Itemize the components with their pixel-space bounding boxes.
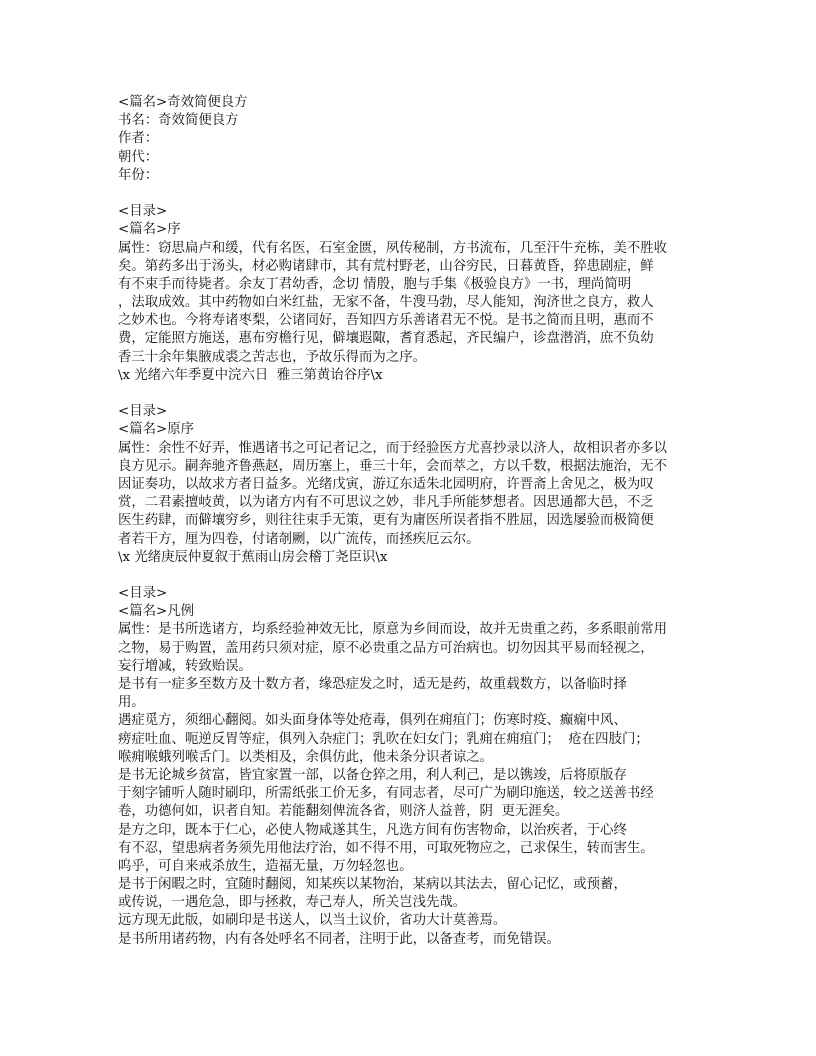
text-line: 属性：是书所选诸方，均系经验神效无比，原意为乡间而设，故并无贵重之药，多系眼前常用: [118, 622, 668, 638]
text-line: 是书有一症多至数方及十数方者，缘恐症发之时，适无是药，故重载数方，以备临时择: [118, 677, 627, 692]
section-general-rules: [118, 585, 704, 949]
header-title: <篇名>奇效简便良方: [118, 95, 248, 110]
toc-label: <目录>: [118, 586, 168, 602]
text-line: 呜乎，可自来戒杀放生，造福无量，万勿轻忽也。: [118, 858, 413, 874]
text-line: 因证奏功，以故求方者日益多。光绪戊寅，游辽东适朱北园明府，许晋斋上舍见之，极为叹: [118, 476, 654, 492]
text-line: 良方见示。嗣奔驰齐鲁燕赵，周历塞上，垂三十年，会而萃之，方以千数，根据法施治，无不: [118, 458, 668, 474]
text-line: 矣。第药多出于汤头，材必购诸肆市，其有荒村野老，山谷穷民，日暮黄昏，猝患剧症，鲜: [118, 258, 654, 274]
text-line: 医生药肆，而僻壤穷乡，则往往束手无策，更有为庸医所误者指不胜屈，因选屡验而极简便: [118, 513, 654, 529]
text-line: 是书无论城乡贫富，皆宜家置一部，以备仓猝之用，利人利己，是以镌竣，后将原版存: [118, 767, 627, 783]
text-line: 有不忍，望患病者务须先用他法疗治，如不得不用，可取死物应之，己求保生，转而害生。: [118, 840, 654, 856]
section-preface: [118, 203, 704, 385]
dynasty: 朝代：: [118, 149, 159, 165]
text-line: 是书于闲暇之时，宜随时翻阅，知某疾以某物治，某病以其法去，留心记忆，或预蓄，: [118, 877, 627, 893]
spacer: [118, 385, 704, 403]
text-line: 属性：余性不好弄，惟遇诸书之可记者记之，而于经验医方尤喜抄录以济人，故相识者亦多以: [118, 440, 668, 456]
text-line: 是方之印，既本于仁心，必使人物咸遂其生，凡选方间有伤害物命，以治疾者，于心终: [118, 822, 627, 838]
text-line: 之物，易于购置，盖用药只须对症，原不必贵重之品方可治病也。切勿因其平易而轻视之，: [118, 640, 654, 656]
text-line: 之妙术也。今将寿诸枣梨，公诸同好，吾知四方乐善诸君无不悦。是书之简而且明，惠而不: [118, 313, 654, 329]
text-line: 香三十余年集腋成裘之苦志也，予故乐得而为之序。: [118, 349, 426, 365]
text-line: 喉痈喉蛾列喉舌门。以类相及，余俱仿此，他未条分识者谅之。: [118, 749, 493, 765]
text-line: 赏，二君素擅岐黄，以为诸方内有不可思议之妙，非凡手所能梦想者。因思通都大邑，不乏: [118, 495, 654, 511]
toc-label: <目录>: [118, 404, 168, 420]
text-line: 妄行增减，转致贻误。: [118, 658, 252, 674]
text-line: 费，定能照方施送，惠布穷檐行见，僻壤遐陬，耆育悉起，齐民编户，诊盘潜消，庶不负幼: [118, 331, 654, 347]
text-line: 遇症觅方，须细心翻阅。如头面身体等处疮毒，俱列在痈疽门；伤寒时疫、癫痫中风、: [118, 713, 627, 729]
section-title: <篇名>序: [118, 222, 181, 238]
section-title: <篇名>原序: [118, 422, 195, 438]
signature-line: \x 光绪庚辰仲夏叙于蕉雨山房会稽丁尧臣识\x: [118, 549, 388, 565]
spacer: [118, 567, 704, 585]
text-line: 于刻字铺听人随时刷印，所需纸张工价无多，有同志者，尽可广为刷印施送，较之送善书经: [118, 786, 654, 802]
text-line: 者若干方，厘为四卷，付诸剞劂，以广流传，而拯疾厄云尔。: [118, 531, 480, 547]
spacer: [118, 185, 704, 203]
text-line: ，法取成效。其中药物如白米红盐，无家不备，牛溲马勃，尽人能知，洵济世之良方，救人: [118, 295, 654, 311]
text-line: 痨症吐血、呃逆反胃等症，俱列入杂症门；乳吹在妇女门；乳痈在痈疽门； 疮在四肢门；: [118, 731, 649, 747]
text-line: 是书所用诸药物，内有各处呼名不同者，注明于此，以备查考，而免错误。: [118, 931, 560, 947]
signature-line: \x 光绪六年季夏中浣六日 雅三第黄诒谷序\x: [118, 367, 383, 383]
text-line: 有不束手而待毙者。余友丁君幼香，念切 情殷，胞与手集《极验良方》一书，理尚简明: [118, 276, 632, 292]
text-line: 属性：窃思扁卢和缓，代有名医，石室金匮，夙传秘制，方书流布，几至汗牛充栋，美不胜收: [118, 240, 668, 256]
section-original-preface: [118, 403, 704, 567]
text-line: 卷，功德何如，识者自知。若能翻刻俾流各省，则济人益普，阴 更无涯矣。: [118, 804, 569, 820]
toc-label: <目录>: [118, 204, 168, 220]
author: 作者：: [118, 131, 159, 147]
text-line: 用。: [118, 695, 145, 711]
book-name: 书名：奇效简便良方: [118, 113, 239, 129]
document-page: [118, 94, 704, 949]
year: 年份：: [118, 167, 159, 183]
text-line: 或传说，一遇危急，即与拯救，寿己寿人，所关岂浅先哉。: [118, 895, 467, 911]
text-line: 远方现无此版，如刷印是书送人，以当土议价，省功大计莫善焉。: [118, 913, 507, 929]
section-title: <篇名>凡例: [118, 604, 195, 620]
